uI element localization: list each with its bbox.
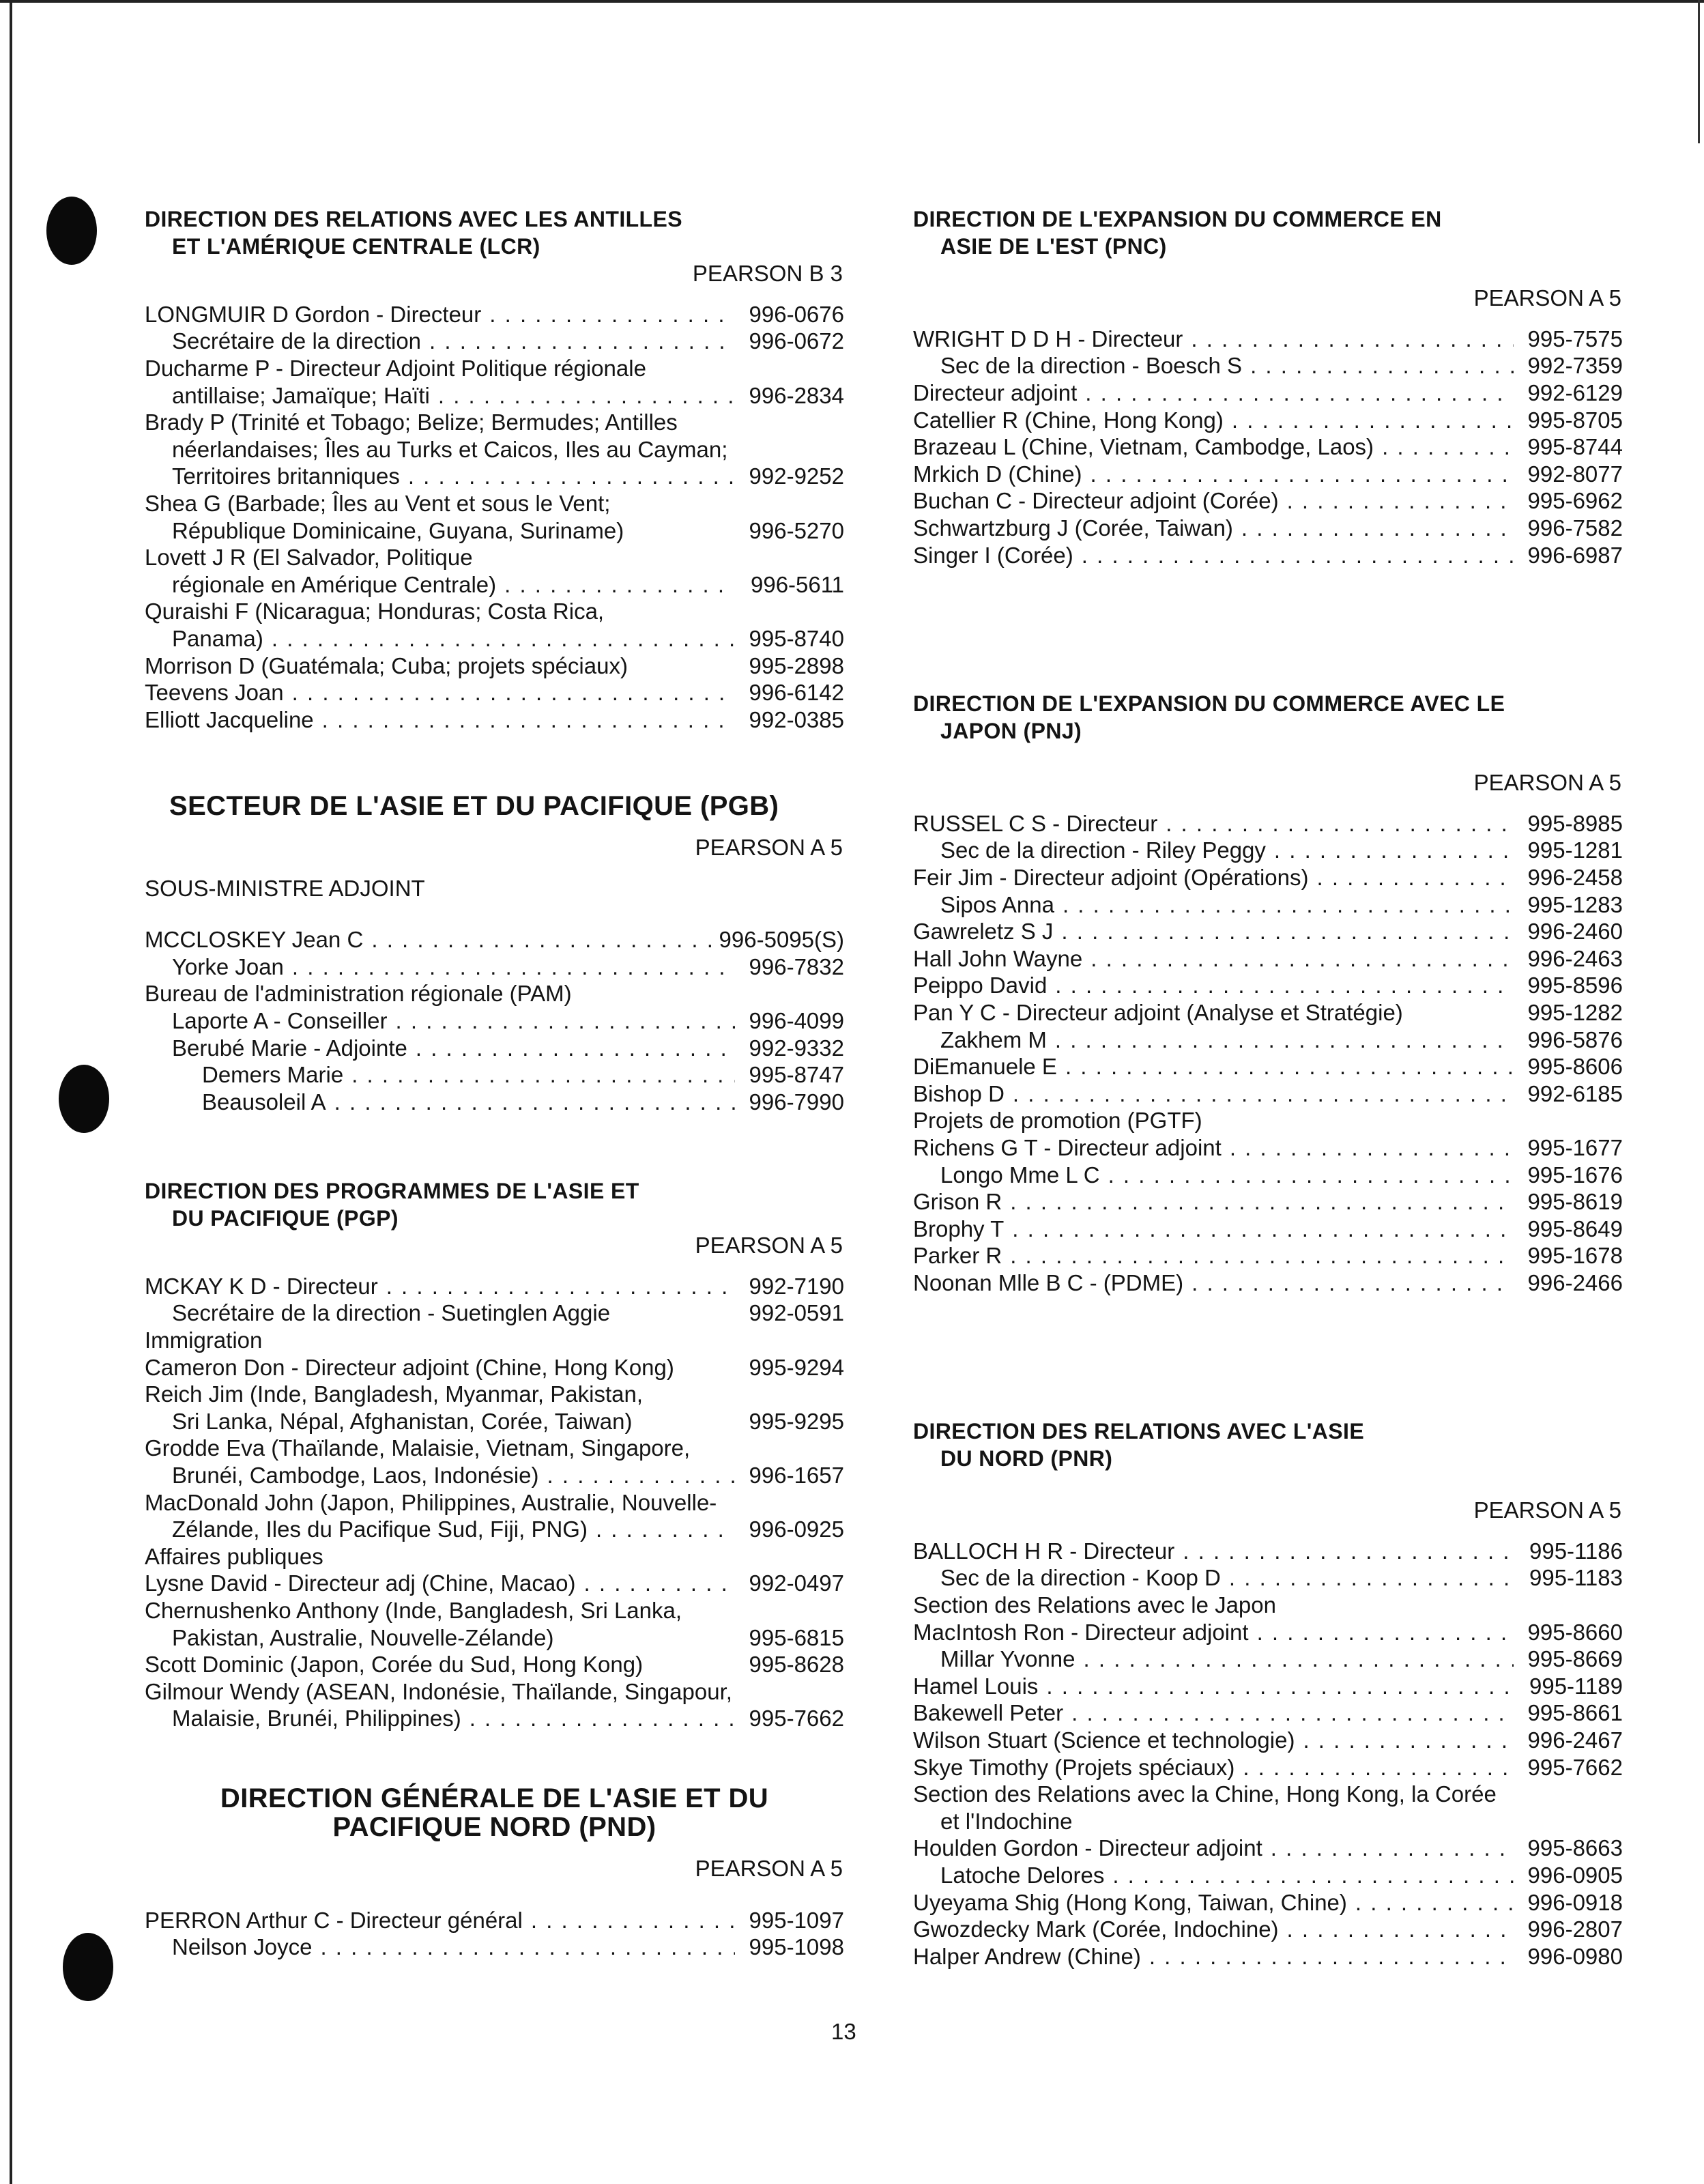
list-item: RUSSEL C S - Directeur . . . 995-8985 bbox=[913, 810, 1623, 837]
list-item: MacIntosh Ron - Directeur adjoint . . . 995-8660 bbox=[913, 1619, 1623, 1646]
list-item: Longo Mme L C . . . 995-1676 bbox=[913, 1162, 1623, 1189]
list-item: néerlandaises; Îles au Turks et Caicos, Iles au Cayman; bbox=[172, 436, 728, 462]
list-item: Chernushenko Anthony (Inde, Bangladesh, Sri Lanka, bbox=[145, 1597, 682, 1623]
section-title: DIRECTION DE L'EXPANSION DU COMMERCE EN ASIE DE L'EST (PNC) bbox=[913, 207, 1442, 259]
list-item: Grodde Eva (Thaïlande, Malaisie, Vietnam, Singapore, bbox=[145, 1435, 691, 1461]
list-item: Uyeyama Shig (Hong Kong, Taiwan, Chine) . . . 996-0918 bbox=[913, 1889, 1623, 1916]
page-number: 13 bbox=[831, 2019, 856, 2044]
section-title: DIRECTION DE L'EXPANSION DU COMMERCE AVEC LE JAPON (PNJ) bbox=[913, 691, 1505, 743]
list-item: Sipos Anna . . . 995-1283 bbox=[913, 891, 1623, 919]
list-item: Pakistan, Australie, Nouvelle-Zélande) 995-6815 bbox=[172, 1624, 844, 1650]
section-pnr bbox=[913, 1418, 1623, 1970]
list-item: Territoires britanniques . . . 992-9252 bbox=[145, 463, 844, 490]
list-item: Beausoleil A . . . 996-7990 bbox=[145, 1089, 844, 1116]
list-item: Pan Y C - Directeur adjoint (Analyse et Stratégie) 995-1282 bbox=[913, 999, 1623, 1025]
list-item: Section des Relations avec le Japon bbox=[913, 1592, 1276, 1618]
list-item: Catellier R (Chine, Hong Kong) . . . 995-8705 bbox=[913, 407, 1623, 434]
list-item: Immigration bbox=[145, 1327, 263, 1353]
list-item: Yorke Joan . . . 996-7832 bbox=[145, 953, 844, 981]
section-pgp bbox=[145, 1178, 844, 1732]
list-item: Shea G (Barbade; Îles au Vent et sous le Vent; bbox=[145, 490, 611, 516]
location: PEARSON A 5 bbox=[1473, 1497, 1621, 1523]
section-pgb bbox=[145, 792, 844, 1115]
list-item: Laporte A - Conseiller . . . 996-4099 bbox=[145, 1007, 844, 1035]
list-item: Secrétaire de la direction - Suetinglen Aggie 992-0591 bbox=[172, 1300, 844, 1326]
list-item: Directeur adjoint . . . 992-6129 bbox=[913, 379, 1623, 407]
location: PEARSON A 5 bbox=[695, 1856, 843, 1881]
list-item: Brady P (Trinité et Tobago; Belize; Bermudes; Antilles bbox=[145, 410, 678, 435]
section-subtitle: SOUS-MINISTRE ADJOINT bbox=[145, 875, 425, 901]
location: PEARSON A 5 bbox=[695, 835, 843, 860]
list-item: DiEmanuele E . . . 995-8606 bbox=[913, 1053, 1623, 1080]
list-item: Elliott Jacqueline . . . 992-0385 bbox=[145, 706, 844, 734]
list-item: Cameron Don - Directeur adjoint (Chine, Hong Kong) 995-9294 bbox=[145, 1354, 844, 1380]
page-left-rule bbox=[10, 0, 12, 2184]
binder-hole-middle bbox=[59, 1065, 109, 1133]
section-title: DIRECTION GÉNÉRALE DE L'ASIE ET DU PACIFIQUE NORD (PND) bbox=[220, 1783, 769, 1842]
list-item: Noonan Mlle B C - (PDME) . . . 996-2466 bbox=[913, 1269, 1623, 1297]
list-item: République Dominicaine, Guyana, Suriname) 996-5270 bbox=[172, 517, 844, 543]
section-title: SECTEUR DE L'ASIE ET DU PACIFIQUE (PGB) bbox=[169, 791, 779, 821]
list-item: Demers Marie . . . 995-8747 bbox=[145, 1061, 844, 1089]
list-item: MacDonald John (Japon, Philippines, Australie, Nouvelle- bbox=[145, 1489, 717, 1515]
list-item: Parker R . . . 995-1678 bbox=[913, 1242, 1623, 1269]
list-item: PERRON Arthur C - Directeur général . . . 995-1097 bbox=[145, 1907, 844, 1934]
list-item: BALLOCH H R - Directeur . . . 995-1186 bbox=[913, 1538, 1623, 1565]
list-item: Hall John Wayne . . . 996-2463 bbox=[913, 945, 1623, 973]
list-item: Bishop D . . . 992-6185 bbox=[913, 1080, 1623, 1108]
list-item: Sri Lanka, Népal, Afghanistan, Corée, Taiwan) 995-9295 bbox=[172, 1408, 844, 1434]
section-pnc bbox=[913, 206, 1623, 569]
list-item: Sec de la direction - Boesch S . . . 992-7359 bbox=[913, 352, 1623, 379]
list-item: Scott Dominic (Japon, Corée du Sud, Hong Kong) 995-8628 bbox=[145, 1652, 844, 1678]
list-item: Gawreletz S J . . . 996-2460 bbox=[913, 918, 1623, 945]
section-title: DIRECTION DES RELATIONS AVEC LES ANTILLES ET L'AMÉRIQUE CENTRALE (LCR) bbox=[145, 207, 682, 259]
list-item: Reich Jim (Inde, Bangladesh, Myanmar, Pakistan, bbox=[145, 1381, 644, 1407]
list-item: Bakewell Peter . . . 995-8661 bbox=[913, 1699, 1623, 1727]
section-lcr bbox=[145, 206, 844, 733]
list-item: Gilmour Wendy (ASEAN, Indonésie, Thaïlande, Singapour, bbox=[145, 1678, 732, 1704]
list-item: Schwartzburg J (Corée, Taiwan) . . . 996-7582 bbox=[913, 515, 1623, 542]
list-item: Secrétaire de la direction . . . 996-0672 bbox=[145, 328, 844, 355]
list-item: Brophy T . . . 995-8649 bbox=[913, 1216, 1623, 1243]
list-item: WRIGHT D D H - Directeur . . . 995-7575 bbox=[913, 326, 1623, 353]
list-item: Halper Andrew (Chine) . . . 996-0980 bbox=[913, 1943, 1623, 1970]
list-item: Brunéi, Cambodge, Laos, Indonésie) . . . 996-1657 bbox=[145, 1462, 844, 1489]
page-right-rule bbox=[1698, 0, 1700, 143]
list-item: Berubé Marie - Adjointe . . . 992-9332 bbox=[145, 1035, 844, 1062]
list-item: Neilson Joyce . . . 995-1098 bbox=[145, 1934, 844, 1961]
location: PEARSON A 5 bbox=[1473, 285, 1621, 311]
list-item: Buchan C - Directeur adjoint (Corée) . . . 995-6962 bbox=[913, 487, 1623, 515]
list-item: Lovett J R (El Salvador, Politique bbox=[145, 545, 473, 571]
list-item: Mrkich D (Chine) . . . 992-8077 bbox=[913, 461, 1623, 488]
list-item: Latoche Delores . . . 996-0905 bbox=[913, 1862, 1623, 1889]
list-item: et l'Indochine bbox=[940, 1808, 1073, 1834]
list-item: Singer I (Corée) . . . 996-6987 bbox=[913, 542, 1623, 569]
list-item: Brazeau L (Chine, Vietnam, Cambodge, Laos) . . . 995-8744 bbox=[913, 433, 1623, 461]
location: PEARSON B 3 bbox=[692, 261, 843, 287]
list-item: Houlden Gordon - Directeur adjoint . . . 995-8663 bbox=[913, 1835, 1623, 1862]
list-item: antillaise; Jamaïque; Haïti . . . 996-2834 bbox=[145, 382, 844, 410]
list-item: Zakhem M . . . 996-5876 bbox=[913, 1026, 1623, 1054]
list-item: Zélande, Iles du Pacifique Sud, Fiji, PNG) . . . 996-0925 bbox=[145, 1516, 844, 1543]
list-item: Gwozdecky Mark (Corée, Indochine) . . . 996-2807 bbox=[913, 1916, 1623, 1943]
list-item: Ducharme P - Directeur Adjoint Politique régionale bbox=[145, 355, 646, 381]
list-item: Lysne David - Directeur adj (Chine, Macao) . . . 992-0497 bbox=[145, 1570, 844, 1597]
list-item: Grison R . . . 995-8619 bbox=[913, 1188, 1623, 1216]
list-item: Affaires publiques bbox=[145, 1543, 323, 1569]
section-title: DIRECTION DES PROGRAMMES DE L'ASIE ET DU PACIFIQUE (PGP) bbox=[145, 1179, 639, 1231]
list-item: Morrison D (Guatémala; Cuba; projets spéciaux) 995-2898 bbox=[145, 652, 844, 678]
list-item: Panama) . . . 995-8740 bbox=[145, 625, 844, 652]
page-top-rule bbox=[0, 0, 1704, 3]
list-item: Skye Timothy (Projets spéciaux) . . . 995-7662 bbox=[913, 1754, 1623, 1781]
section-pnj bbox=[913, 691, 1623, 1296]
list-item: MCCLOSKEY Jean C . . . 996-5095(S) bbox=[145, 926, 844, 953]
list-item: Bureau de l'administration régionale (PAM) bbox=[145, 981, 572, 1007]
list-item: Sec de la direction - Riley Peggy . . . 995-1281 bbox=[913, 837, 1623, 864]
list-item: LONGMUIR D Gordon - Directeur . . . 996-0676 bbox=[145, 301, 844, 328]
section-pnd bbox=[145, 1784, 844, 1961]
list-item: Feir Jim - Directeur adjoint (Opérations) . . . 996-2458 bbox=[913, 864, 1623, 891]
list-item: Section des Relations avec la Chine, Hong Kong, la Corée bbox=[913, 1781, 1497, 1807]
list-item: Sec de la direction - Koop D . . . 995-1183 bbox=[913, 1564, 1623, 1592]
list-item: Hamel Louis . . . 995-1189 bbox=[913, 1673, 1623, 1700]
binder-hole-top bbox=[46, 197, 97, 265]
list-item: Teevens Joan . . . 996-6142 bbox=[145, 679, 844, 706]
list-item: MCKAY K D - Directeur . . . 992-7190 bbox=[145, 1273, 844, 1300]
location: PEARSON A 5 bbox=[1473, 770, 1621, 796]
list-item: Wilson Stuart (Science et technologie) . . . 996-2467 bbox=[913, 1727, 1623, 1754]
list-item: Millar Yvonne . . . 995-8669 bbox=[913, 1646, 1623, 1673]
list-item: Malaisie, Brunéi, Philippines) . . . 995-7662 bbox=[145, 1705, 844, 1732]
binder-hole-bottom bbox=[63, 1933, 113, 2001]
location: PEARSON A 5 bbox=[695, 1233, 843, 1259]
list-item: régionale en Amérique Centrale) . . . 996-5611 bbox=[145, 571, 844, 599]
list-item: Projets de promotion (PGTF) bbox=[913, 1108, 1202, 1134]
list-item: Peippo David . . . 995-8596 bbox=[913, 972, 1623, 999]
section-title: DIRECTION DES RELATIONS AVEC L'ASIE DU NORD (PNR) bbox=[913, 1419, 1365, 1471]
list-item: Quraishi F (Nicaragua; Honduras; Costa Rica, bbox=[145, 599, 605, 624]
list-item: Richens G T - Directeur adjoint . . . 995-1677 bbox=[913, 1134, 1623, 1162]
